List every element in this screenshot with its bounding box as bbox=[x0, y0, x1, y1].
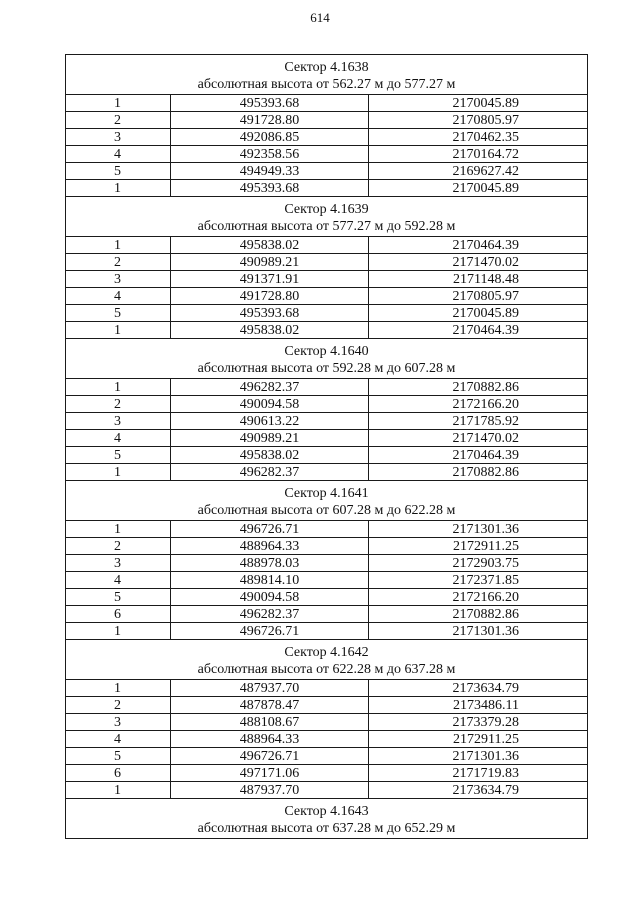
point-number: 1 bbox=[66, 180, 171, 197]
point-number: 5 bbox=[66, 748, 171, 765]
coordinate-y: 2169627.42 bbox=[369, 163, 588, 180]
coordinate-y: 2170464.39 bbox=[369, 447, 588, 464]
coordinate-x: 495393.68 bbox=[171, 305, 369, 322]
table-row bbox=[66, 623, 588, 640]
point-number: 2 bbox=[66, 697, 171, 714]
point-number: 4 bbox=[66, 731, 171, 748]
sector-header bbox=[66, 197, 588, 237]
table-row bbox=[66, 305, 588, 322]
table-row bbox=[66, 572, 588, 589]
coordinate-x: 496726.71 bbox=[171, 748, 369, 765]
table-row bbox=[66, 680, 588, 697]
table-row bbox=[66, 146, 588, 163]
table-body bbox=[66, 55, 588, 839]
table-row bbox=[66, 237, 588, 254]
table-row bbox=[66, 606, 588, 623]
coordinate-y: 2172371.85 bbox=[369, 572, 588, 589]
coordinate-y: 2170045.89 bbox=[369, 95, 588, 112]
table-row bbox=[66, 521, 588, 538]
table-row bbox=[66, 430, 588, 447]
table-row bbox=[66, 163, 588, 180]
coordinate-y: 2170805.97 bbox=[369, 112, 588, 129]
coordinate-y: 2170882.86 bbox=[369, 606, 588, 623]
coordinate-y: 2172166.20 bbox=[369, 589, 588, 606]
coordinate-x: 497171.06 bbox=[171, 765, 369, 782]
table-row bbox=[66, 129, 588, 146]
table-row bbox=[66, 782, 588, 799]
coordinate-x: 492086.85 bbox=[171, 129, 369, 146]
table-row bbox=[66, 555, 588, 572]
table-row bbox=[66, 697, 588, 714]
point-number: 6 bbox=[66, 606, 171, 623]
sector-title: Сектор 4.1642 bbox=[284, 644, 369, 660]
coordinate-x: 496282.37 bbox=[171, 379, 369, 396]
coordinate-y: 2172166.20 bbox=[369, 396, 588, 413]
coordinate-y: 2172911.25 bbox=[369, 538, 588, 555]
sector-altitude: абсолютная высота от 592.28 м до 607.28 м bbox=[197, 360, 456, 376]
table-row bbox=[66, 322, 588, 339]
sector-header-cell bbox=[66, 640, 588, 680]
sector-altitude: абсолютная высота от 622.28 м до 637.28 м bbox=[197, 661, 456, 677]
point-number: 3 bbox=[66, 129, 171, 146]
coordinate-y: 2173634.79 bbox=[369, 782, 588, 799]
coordinate-y: 2170045.89 bbox=[369, 305, 588, 322]
coordinate-x: 490094.58 bbox=[171, 396, 369, 413]
coordinate-x: 492358.56 bbox=[171, 146, 369, 163]
coordinate-x: 487878.47 bbox=[171, 697, 369, 714]
coordinate-x: 488108.67 bbox=[171, 714, 369, 731]
table-row bbox=[66, 112, 588, 129]
sector-header-cell bbox=[66, 55, 588, 95]
table-row bbox=[66, 271, 588, 288]
coordinate-y: 2170805.97 bbox=[369, 288, 588, 305]
sector-header-cell bbox=[66, 197, 588, 237]
coordinate-x: 496282.37 bbox=[171, 464, 369, 481]
coordinate-y: 2172911.25 bbox=[369, 731, 588, 748]
table-row bbox=[66, 538, 588, 555]
coordinate-y: 2171785.92 bbox=[369, 413, 588, 430]
table-row bbox=[66, 396, 588, 413]
coordinate-x: 491728.80 bbox=[171, 112, 369, 129]
sector-header bbox=[66, 481, 588, 521]
coordinate-y: 2173634.79 bbox=[369, 680, 588, 697]
coordinate-y: 2170882.86 bbox=[369, 379, 588, 396]
coordinate-y: 2171301.36 bbox=[369, 623, 588, 640]
sector-altitude: абсолютная высота от 577.27 м до 592.28 м bbox=[197, 218, 456, 234]
coordinate-x: 495393.68 bbox=[171, 95, 369, 112]
coordinate-x: 495838.02 bbox=[171, 237, 369, 254]
table-row bbox=[66, 765, 588, 782]
point-number: 5 bbox=[66, 305, 171, 322]
sector-altitude: абсолютная высота от 637.28 м до 652.29 м bbox=[197, 820, 456, 836]
coordinate-y: 2171301.36 bbox=[369, 748, 588, 765]
point-number: 3 bbox=[66, 714, 171, 731]
point-number: 1 bbox=[66, 95, 171, 112]
sector-title: Сектор 4.1638 bbox=[284, 59, 369, 75]
coordinate-y: 2171301.36 bbox=[369, 521, 588, 538]
coordinate-x: 490094.58 bbox=[171, 589, 369, 606]
table-row bbox=[66, 95, 588, 112]
sector-header-cell bbox=[66, 339, 588, 379]
point-number: 3 bbox=[66, 271, 171, 288]
coordinate-x: 488964.33 bbox=[171, 538, 369, 555]
point-number: 6 bbox=[66, 765, 171, 782]
point-number: 3 bbox=[66, 555, 171, 572]
coordinate-x: 496282.37 bbox=[171, 606, 369, 623]
coordinate-x: 487937.70 bbox=[171, 680, 369, 697]
coordinate-x: 489814.10 bbox=[171, 572, 369, 589]
sector-title: Сектор 4.1640 bbox=[284, 343, 369, 359]
coordinate-y: 2173379.28 bbox=[369, 714, 588, 731]
sector-header bbox=[66, 55, 588, 95]
coordinate-x: 494949.33 bbox=[171, 163, 369, 180]
point-number: 2 bbox=[66, 538, 171, 555]
coordinate-y: 2170464.39 bbox=[369, 322, 588, 339]
coordinate-y: 2171470.02 bbox=[369, 430, 588, 447]
table-row bbox=[66, 748, 588, 765]
coordinate-y: 2172903.75 bbox=[369, 555, 588, 572]
sector-header-cell bbox=[66, 481, 588, 521]
coordinate-y: 2170045.89 bbox=[369, 180, 588, 197]
sector-header-cell bbox=[66, 799, 588, 839]
coordinate-x: 495838.02 bbox=[171, 447, 369, 464]
point-number: 2 bbox=[66, 112, 171, 129]
coordinate-x: 491728.80 bbox=[171, 288, 369, 305]
point-number: 1 bbox=[66, 464, 171, 481]
coordinate-x: 495838.02 bbox=[171, 322, 369, 339]
point-number: 4 bbox=[66, 288, 171, 305]
coordinate-x: 495393.68 bbox=[171, 180, 369, 197]
coordinate-x: 488978.03 bbox=[171, 555, 369, 572]
coordinate-x: 490989.21 bbox=[171, 254, 369, 271]
point-number: 1 bbox=[66, 521, 171, 538]
point-number: 1 bbox=[66, 237, 171, 254]
point-number: 5 bbox=[66, 589, 171, 606]
point-number: 1 bbox=[66, 623, 171, 640]
coordinate-x: 488964.33 bbox=[171, 731, 369, 748]
coordinate-y: 2171148.48 bbox=[369, 271, 588, 288]
table-row bbox=[66, 447, 588, 464]
point-number: 2 bbox=[66, 396, 171, 413]
sector-title: Сектор 4.1639 bbox=[284, 201, 369, 217]
point-number: 5 bbox=[66, 163, 171, 180]
point-number: 1 bbox=[66, 322, 171, 339]
sector-header bbox=[66, 799, 588, 839]
coordinate-y: 2170882.86 bbox=[369, 464, 588, 481]
coordinate-x: 490989.21 bbox=[171, 430, 369, 447]
page-number: 614 bbox=[310, 10, 330, 25]
coordinate-x: 496726.71 bbox=[171, 623, 369, 640]
coordinate-y: 2170462.35 bbox=[369, 129, 588, 146]
point-number: 1 bbox=[66, 782, 171, 799]
coordinate-x: 487937.70 bbox=[171, 782, 369, 799]
sector-title: Сектор 4.1641 bbox=[284, 485, 369, 501]
table-row bbox=[66, 464, 588, 481]
coordinate-y: 2171719.83 bbox=[369, 765, 588, 782]
coordinate-x: 491371.91 bbox=[171, 271, 369, 288]
sector-coordinates-table bbox=[65, 54, 588, 839]
point-number: 4 bbox=[66, 572, 171, 589]
point-number: 4 bbox=[66, 146, 171, 163]
point-number: 5 bbox=[66, 447, 171, 464]
table-row bbox=[66, 180, 588, 197]
coordinate-x: 490613.22 bbox=[171, 413, 369, 430]
point-number: 1 bbox=[66, 680, 171, 697]
sector-altitude: абсолютная высота от 607.28 м до 622.28 м bbox=[197, 502, 456, 518]
table-row bbox=[66, 254, 588, 271]
sector-header bbox=[66, 640, 588, 680]
sector-title: Сектор 4.1643 bbox=[284, 803, 369, 819]
sector-altitude: абсолютная высота от 562.27 м до 577.27 м bbox=[197, 76, 456, 92]
point-number: 1 bbox=[66, 379, 171, 396]
coordinate-y: 2170164.72 bbox=[369, 146, 588, 163]
coordinate-y: 2173486.11 bbox=[369, 697, 588, 714]
point-number: 2 bbox=[66, 254, 171, 271]
coordinate-x: 496726.71 bbox=[171, 521, 369, 538]
table-row bbox=[66, 288, 588, 305]
table-row bbox=[66, 731, 588, 748]
table-row bbox=[66, 714, 588, 731]
sector-header bbox=[66, 339, 588, 379]
point-number: 4 bbox=[66, 430, 171, 447]
table-row bbox=[66, 589, 588, 606]
coordinate-y: 2170464.39 bbox=[369, 237, 588, 254]
point-number: 3 bbox=[66, 413, 171, 430]
table-row bbox=[66, 379, 588, 396]
table-row bbox=[66, 413, 588, 430]
coordinate-y: 2171470.02 bbox=[369, 254, 588, 271]
